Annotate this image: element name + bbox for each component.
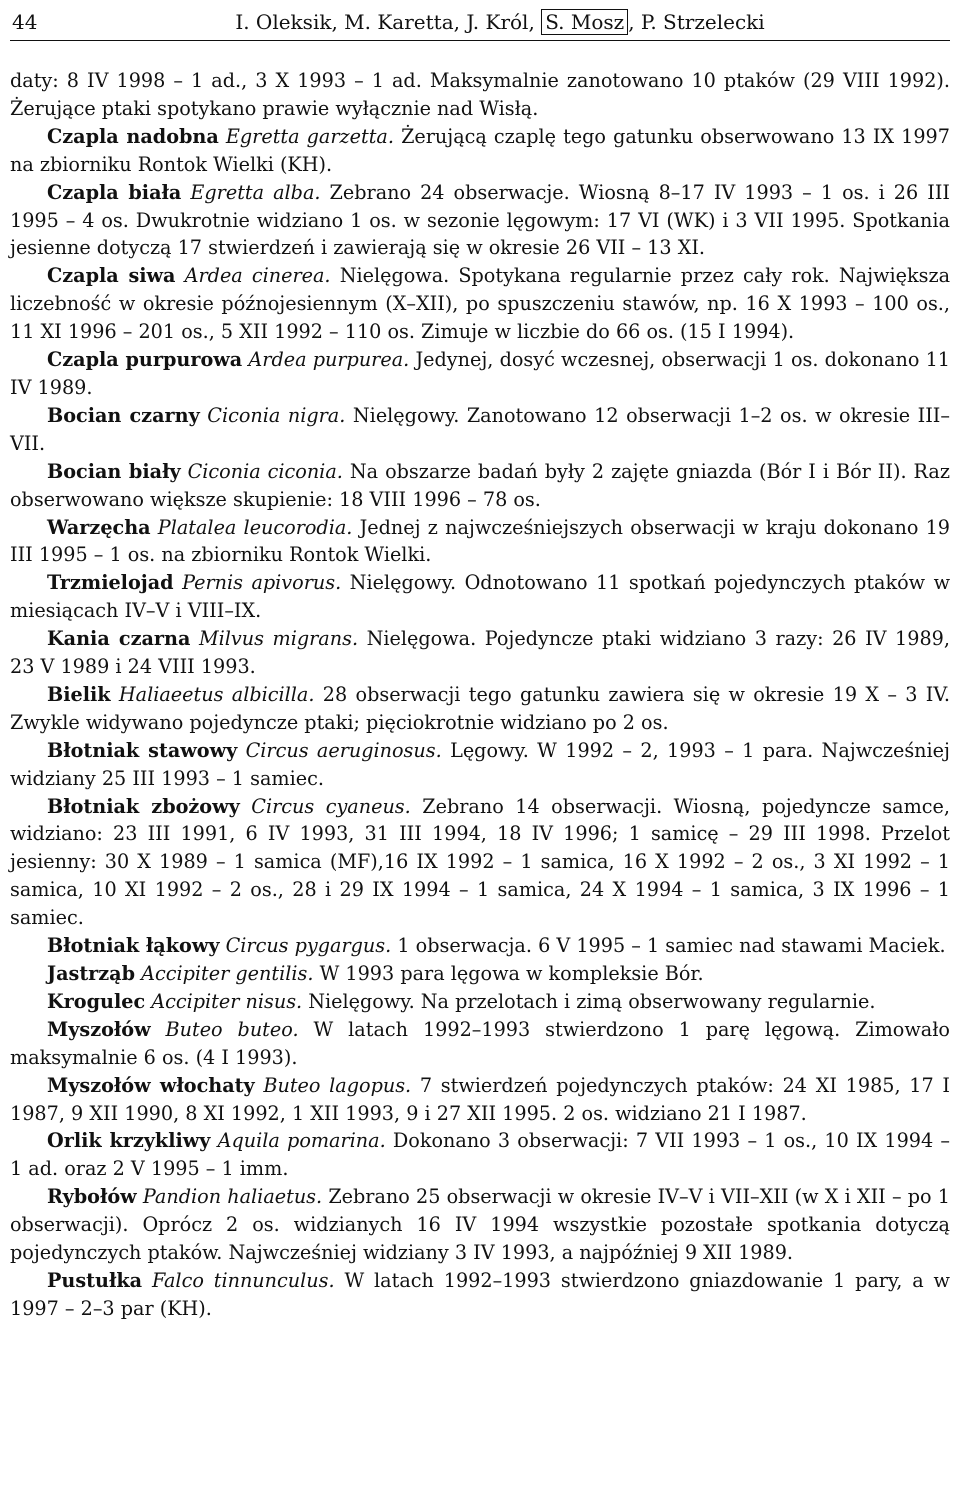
species-latin-name: Circus pygargus.	[225, 934, 392, 958]
species-entry	[10, 346, 950, 402]
species-description: Jednej z najwcześniejszych obserwacji w kraju dokonano 19 III 1995 – 1 os. na zbiorniku Rontok Wielki.	[10, 515, 950, 567]
species-name: Bielik	[47, 682, 111, 706]
species-name: Kania czarna	[47, 627, 191, 651]
header-rule	[10, 40, 950, 41]
species-name: Czapla siwa	[47, 264, 176, 288]
species-entry	[10, 625, 950, 681]
species-description: Nielęgowa. Pojedyncze ptaki widziano 3 razy: 26 IV 1989, 23 V 1989 i 24 VIII 1993.	[10, 627, 950, 679]
species-entry	[10, 569, 950, 625]
species-entry	[10, 1127, 950, 1183]
species-latin-name: Falco tinnunculus.	[151, 1268, 335, 1292]
species-latin-name: Haliaeetus albicilla.	[118, 682, 315, 706]
species-name: Orlik krzykliwy	[47, 1129, 211, 1153]
species-entry	[10, 402, 950, 458]
species-latin-name: Buteo lagopus.	[263, 1073, 412, 1097]
species-latin-name: Egretta alba.	[190, 180, 321, 204]
authors-after: , P. Strzelecki	[628, 10, 765, 34]
species-entry	[10, 514, 950, 570]
species-latin-name: Platalea leucorodia.	[157, 515, 353, 539]
species-latin-name: Ciconia ciconia.	[187, 459, 343, 483]
species-name: Myszołów	[47, 1017, 151, 1041]
species-latin-name: Buteo buteo.	[165, 1017, 299, 1041]
species-entry	[10, 123, 950, 179]
species-latin-name: Pandion haliaetus.	[142, 1185, 323, 1209]
species-entry	[10, 458, 950, 514]
species-description: W latach 1992–1993 stwierdzono 1 parę lęgową. Zimowało maksymalnie 6 os. (4 I 1993).	[10, 1017, 950, 1069]
species-name: Czapla nadobna	[47, 124, 219, 148]
species-description: W 1993 para lęgowa w kompleksie Bór.	[319, 962, 704, 985]
page-number: 44	[12, 10, 38, 34]
species-name: Rybołów	[47, 1185, 137, 1209]
species-name: Jastrząb	[47, 962, 136, 985]
species-name: Krogulec	[47, 989, 146, 1013]
species-entry	[10, 988, 950, 1016]
species-description: daty: 8 IV 1998 – 1 ad., 3 X 1993 – 1 ad. Maksymalnie zanotowano 10 ptaków (29 VIII 1992). Żerujące ptaki spotykano prawie wyłącznie nad Wisłą.	[10, 69, 950, 120]
species-latin-name: Ardea cinerea.	[184, 264, 331, 288]
species-latin-name: Accipiter gentilis.	[141, 962, 314, 985]
species-latin-name: Ardea purpurea.	[248, 348, 410, 372]
species-description: Jedynej, dosyć wczesnej, obserwacji 1 os. dokonano 11 IV 1989.	[10, 348, 950, 399]
species-entry	[10, 1016, 950, 1072]
species-entry	[10, 1183, 950, 1267]
species-name: Czapla biała	[47, 180, 182, 204]
species-entry	[10, 737, 950, 793]
species-description: Zebrano 24 obserwacje. Wiosną 8–17 IV 1993 – 1 os. i 26 III 1995 – 4 os. Dwukrotnie widziano 1 os. w sezonie lęgowym: 17 VI (WK) i 3 VII 1995. Spotkania jesienne dotyczą 17 stwierdzeń i zawierają się w okresie 26 VII – 13 XI.	[10, 180, 950, 260]
species-entry	[10, 793, 950, 933]
authors-line	[10, 4, 950, 40]
species-latin-name: Pernis apivorus.	[182, 571, 342, 595]
species-description: Lęgowy. W 1992 – 2, 1993 – 1 para. Najwcześniej widziany 25 III 1993 – 1 samiec.	[10, 738, 950, 790]
species-description: Nielęgowy. Odnotowano 11 spotkań pojedynczych ptaków w miesiącach IV–V i VIII–IX.	[10, 571, 950, 623]
species-name: Czapla purpurowa	[47, 348, 243, 372]
species-entry	[10, 681, 950, 737]
species-name: Myszołów włochaty	[47, 1073, 255, 1097]
species-entry	[10, 1072, 950, 1128]
species-description: Nielęgowa. Spotykana regularnie przez cały rok. Największa liczebność w okresie późnojesiennym (X–XII), po spuszczeniu stawów, np. 16 X 1993 – 100 os., 11 XI 1996 – 201 os., 5 XII 1992 – 110 os. Zimuje w liczbie do 66 os. (15 I 1994).	[10, 264, 951, 344]
species-description: Zebrano 14 obserwacji. Wiosną, pojedyncze samce, widziano: 23 III 1991, 6 IV 1993, 31 III 1994, 18 IV 1996; 1 samicę – 29 III 1998. Przelot jesienny: 30 X 1989 – 1 samica (MF),16 IX 1992 – 1 samica, 16 X 1992 – 2 os., 3 XI 1992 – 1 samica, 10 XI 1992 – 2 os., 28 i 29 IX 1994 – 1 samica, 24 X 1994 – 1 samica, 3 IX 1996 – 1 samiec.	[10, 794, 950, 930]
authors-before: I. Oleksik, M. Karetta, J. Król,	[235, 10, 535, 34]
species-description: Zebrano 25 obserwacji w okresie IV–V i VII–XII (w X i XII – po 1 obserwacji). Oprócz 2 os. widzianych 16 IV 1994 wszystkie pozostałe spotkania dotyczą pojedynczych ptaków. Najwcześniej widziany 3 IV 1993, a najpóźniej 9 XII 1989.	[10, 1185, 950, 1265]
species-entry	[10, 179, 950, 263]
species-description: 7 stwierdzeń pojedynczych ptaków: 24 XI 1985, 17 I 1987, 9 XII 1990, 8 XI 1992, 1 XII 1993, 9 i 27 XII 1995. 2 os. widziano 21 I 1987.	[10, 1073, 950, 1125]
species-latin-name: Accipiter nisus.	[151, 989, 303, 1013]
species-name: Pustułka	[47, 1268, 143, 1292]
species-name: Trzmielojad	[47, 571, 174, 595]
species-name: Warzęcha	[47, 515, 151, 539]
species-entry	[10, 960, 950, 988]
species-name: Bocian biały	[47, 459, 181, 483]
species-entry	[10, 932, 950, 960]
running-header	[10, 4, 950, 40]
species-name: Błotniak stawowy	[47, 738, 238, 762]
species-latin-name: Circus aeruginosus.	[245, 738, 442, 762]
species-latin-name: Circus cyaneus.	[251, 794, 411, 818]
species-description: 28 obserwacji tego gatunku zawiera się w okresie 19 X – 3 IV. Zwykle widywano pojedyncze ptaki; pięciokrotnie widziano po 2 os.	[10, 682, 950, 734]
species-entry	[10, 1267, 950, 1323]
species-description: Nielęgowy. Na przelotach i zimą obserwowany regularnie.	[308, 989, 876, 1013]
species-description: Żerującą czaplę tego gatunku obserwowano 13 IX 1997 na zbiorniku Rontok Wielki (KH).	[10, 124, 950, 176]
species-latin-name: Egretta garzetta.	[225, 124, 394, 148]
species-latin-name: Aquila pomarina.	[217, 1129, 386, 1153]
article-body	[10, 67, 950, 1323]
species-entry	[10, 262, 950, 346]
species-name: Błotniak zbożowy	[47, 794, 240, 818]
species-name: Błotniak łąkowy	[47, 934, 220, 958]
author-boxed: S. Mosz	[541, 9, 628, 35]
species-entry	[10, 67, 950, 123]
species-name: Bocian czarny	[47, 403, 200, 427]
species-description: Nielęgowy. Zanotowano 12 obserwacji 1–2 os. w okresie III–VII.	[10, 403, 950, 455]
species-description: Dokonano 3 obserwacji: 7 VII 1993 – 1 os., 10 IX 1994 – 1 ad. oraz 2 V 1995 – 1 imm.	[10, 1129, 950, 1181]
species-description: 1 obserwacja. 6 V 1995 – 1 samiec nad stawami Maciek.	[397, 934, 946, 958]
species-latin-name: Milvus migrans.	[199, 627, 359, 651]
species-description: W latach 1992–1993 stwierdzono gniazdowanie 1 pary, a w 1997 – 2–3 par (KH).	[10, 1268, 950, 1320]
species-latin-name: Ciconia nigra.	[207, 403, 346, 427]
species-description: Na obszarze badań były 2 zajęte gniazda (Bór I i Bór II). Raz obserwowano większe skupienie: 18 VIII 1996 – 78 os.	[10, 459, 950, 511]
